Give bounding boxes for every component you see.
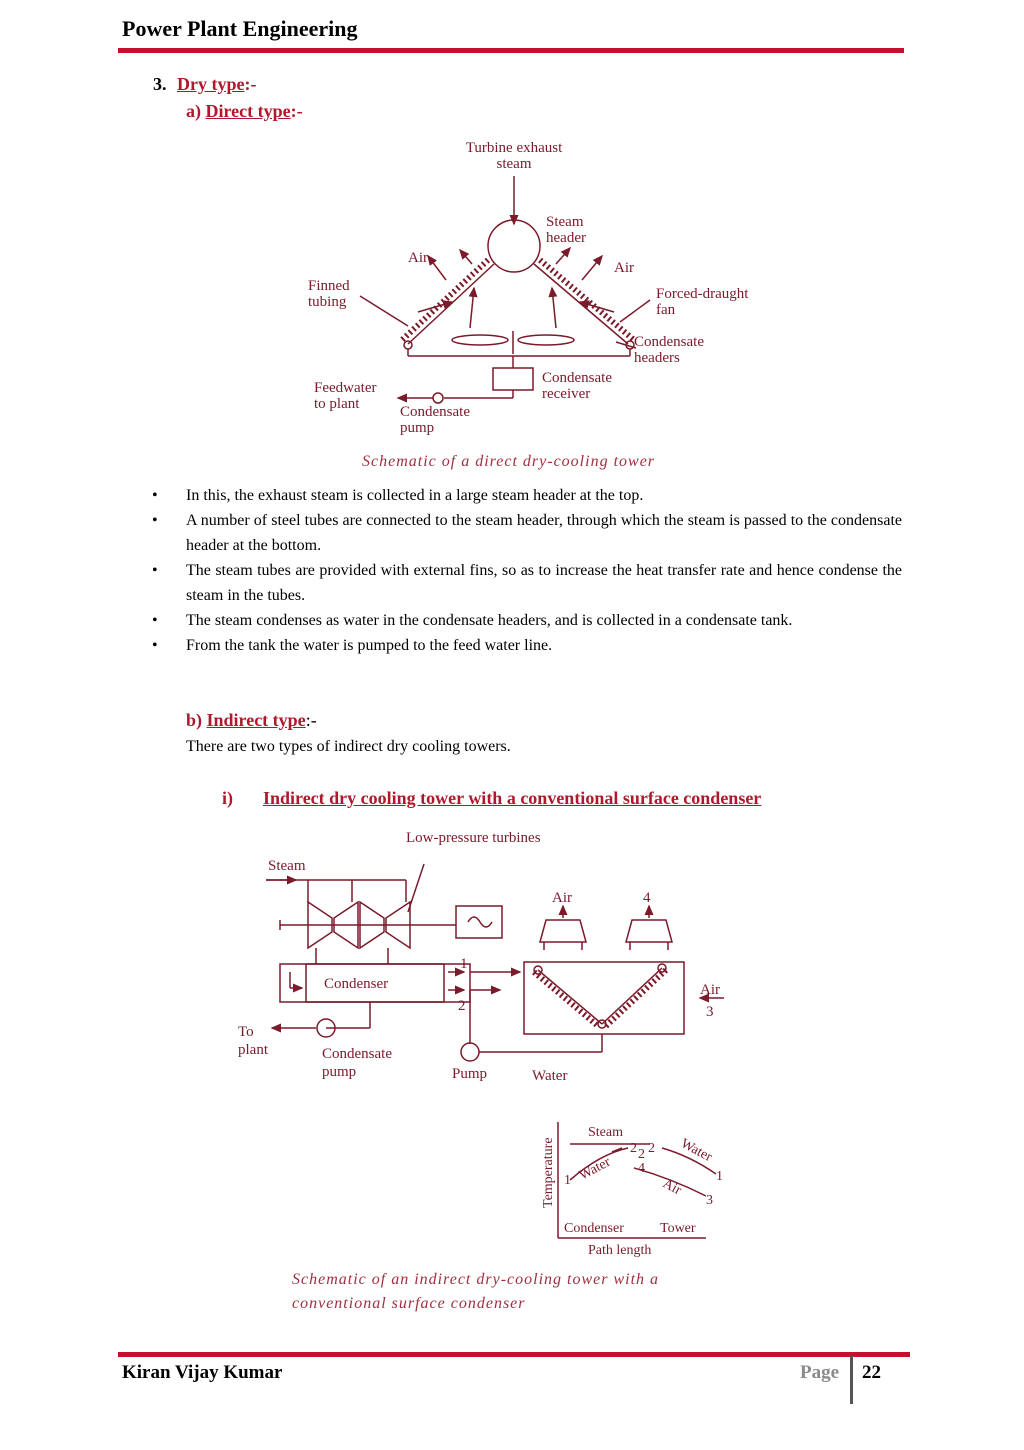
bullet-item: • The steam condenses as water in the condensate headers, and is collected in a condensate tank. <box>150 608 902 633</box>
fig3-label-air: Air <box>660 1176 684 1199</box>
fig1-label-condensate-pump: Condensate <box>400 404 470 420</box>
subsection-b-intro: There are two types of indirect dry cooling towers. <box>186 738 511 755</box>
fig3-label-steam: Steam <box>588 1125 623 1140</box>
fig1-label-steam-header: Steam <box>546 214 584 230</box>
fig1-label-forced-draught: Forced-draught <box>656 286 749 302</box>
fig3-point-3: 3 <box>706 1193 713 1208</box>
bullet-item: • In this, the exhaust steam is collected in a large steam header at the top. <box>150 483 902 508</box>
bullet-list <box>150 483 902 658</box>
footer-page-label: Page <box>800 1362 840 1383</box>
fig3-point-1b: 1 <box>716 1169 723 1184</box>
fig2-label-1: 1 <box>460 956 468 972</box>
fig1-caption: Schematic of a direct dry-cooling tower <box>362 453 656 470</box>
subsection-a-suffix: :- <box>290 101 303 121</box>
fig3-point-4: 4 <box>638 1161 645 1176</box>
fig2-label-4: 4 <box>643 890 651 906</box>
fig2-label-2: 2 <box>458 998 466 1014</box>
subsection-b-label: b) <box>186 710 203 730</box>
section-title: Dry type <box>177 74 245 94</box>
fig2-label-condensate: Condensate <box>322 1046 392 1062</box>
document-header-title: Power Plant Engineering <box>122 16 358 41</box>
fig3-point-2b: 2 <box>638 1147 645 1162</box>
fig1-label-air-right: Air <box>614 260 634 276</box>
section-heading <box>153 74 256 95</box>
indirect-dry-cooling-figure <box>230 822 750 1092</box>
subsection-b-heading <box>186 710 317 731</box>
fig1-label-turbine-exhaust: Turbine exhaust <box>465 140 563 156</box>
header-rule <box>118 48 904 53</box>
footer-rule <box>118 1352 910 1357</box>
fig1-label-feedwater: Feedwater <box>314 380 377 396</box>
subsection-b-title: Indirect type <box>206 710 306 730</box>
temperature-path-graph <box>530 1118 740 1262</box>
footer-divider <box>850 1356 853 1404</box>
subsection-b-suffix: :- <box>305 710 317 730</box>
fig1-label-header: header <box>546 230 586 246</box>
fig1-label-pump: pump <box>400 420 435 436</box>
fig3-point-2a: 2 <box>630 1141 637 1156</box>
fig1-label-tubing: tubing <box>308 294 347 310</box>
fig2-label-3: 3 <box>706 1004 714 1020</box>
fig2-label-to: To <box>238 1024 254 1040</box>
fig3-label-path-length: Path length <box>588 1243 652 1258</box>
fig1-label-fan: fan <box>656 302 676 318</box>
subsection-a-title: Direct type <box>205 101 291 121</box>
fig2-label-pump-word: pump <box>322 1064 357 1080</box>
fig2-label-lp-turbines: Low-pressure turbines <box>406 830 541 846</box>
fig1-label-receiver: receiver <box>542 386 591 402</box>
section-number: 3. <box>153 74 167 94</box>
fig1-label-condensate-headers: Condensate <box>634 334 704 350</box>
fig1-label-air-left: Air <box>408 250 428 266</box>
section-suffix: :- <box>244 74 257 94</box>
subsection-i-title: Indirect dry cooling tower with a conventional surface condenser <box>263 788 762 808</box>
fig2-label-air-right: Air <box>700 982 720 998</box>
bullet-item: • The steam tubes are provided with external fins, so as to increase the heat transfer rate and hence condense the steam in the tubes. <box>150 558 902 608</box>
fig2-label-plant: plant <box>238 1042 268 1058</box>
fig1-label-condensate-receiver: Condensate <box>542 370 612 386</box>
direct-dry-cooling-figure <box>290 136 770 476</box>
fig3-label-condenser: Condenser <box>564 1221 624 1236</box>
fig2-caption-line2: conventional surface condenser <box>292 1295 526 1312</box>
fig2-label-water: Water <box>532 1068 568 1084</box>
fig3-label-water-left: Water <box>576 1154 614 1184</box>
fig1-label-to-plant: to plant <box>314 396 360 412</box>
fig1-label-finned: Finned <box>308 278 350 294</box>
fig2-label-air-top: Air <box>552 890 572 906</box>
fig3-point-1a: 1 <box>564 1173 571 1188</box>
subsection-i-heading <box>263 788 761 809</box>
fig2-caption-line1: Schematic of an indirect dry-cooling tower with a <box>292 1271 660 1288</box>
fig3-label-temperature: Temperature <box>541 1137 556 1208</box>
subsection-a-label: a) <box>186 101 201 121</box>
fig1-label-headers: headers <box>634 350 680 366</box>
fig2-label-condenser: Condenser <box>324 976 389 992</box>
footer-author: Kiran Vijay Kumar <box>122 1362 283 1383</box>
fig1-label-steam: steam <box>496 156 532 172</box>
fig3-label-tower: Tower <box>660 1221 696 1236</box>
bullet-item: • A number of steel tubes are connected to the steam header, through which the steam is passed to the condensate header at the bottom. <box>150 508 902 558</box>
subsection-a-heading <box>186 101 303 122</box>
fig2-caption <box>288 1264 808 1314</box>
bullet-item: • From the tank the water is pumped to the feed water line. <box>150 633 902 658</box>
footer-page-number: 22 <box>862 1362 881 1383</box>
fig3-point-2c: 2 <box>648 1141 655 1156</box>
fig2-label-pump: Pump <box>452 1066 488 1082</box>
fig2-label-steam: Steam <box>268 858 306 874</box>
subsection-i-label: i) <box>222 788 233 808</box>
fig3-label-water-right: Water <box>678 1136 715 1166</box>
